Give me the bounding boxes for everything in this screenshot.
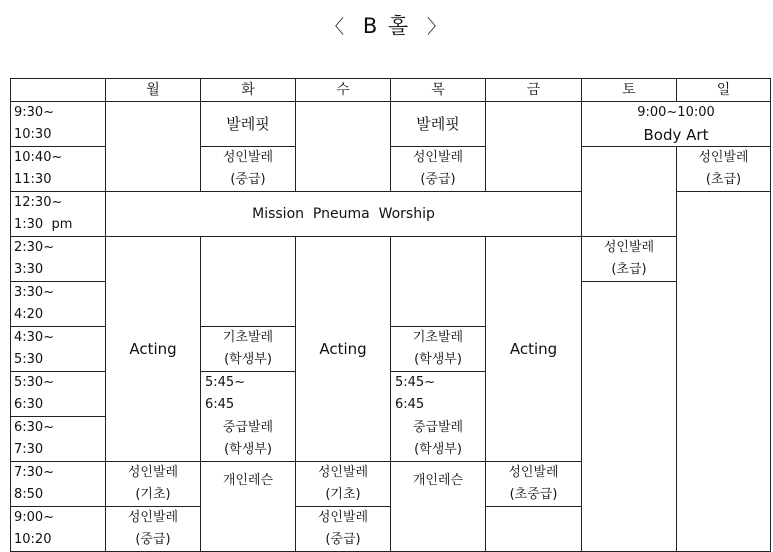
header-day-wed: 수 [296, 79, 391, 102]
class-cell: Mission Pneuma Worship [106, 192, 582, 237]
header-day-thu: 목 [391, 79, 486, 102]
class-cell: 성인발레 (초중급) [486, 462, 582, 507]
class-cell: Acting [486, 237, 582, 462]
class-cell: 5:45~ 6:45 [391, 372, 486, 417]
page-title [0, 10, 773, 40]
class-cell: Acting [106, 237, 201, 462]
class-cell: 성인발레 (중급) [296, 507, 391, 552]
table-row [11, 102, 771, 147]
time-slot: 3:30~ 4:20 [11, 282, 106, 327]
empty-cell [582, 282, 677, 552]
class-cell: 성인발레 (초급) [582, 237, 677, 282]
class-cell: Acting [296, 237, 391, 462]
class-cell: 성인발레 (기초) [296, 462, 391, 507]
time-slot: 10:40~ 11:30 [11, 147, 106, 192]
class-cell: 중급발레 (학생부) [201, 417, 296, 462]
empty-cell [106, 102, 201, 192]
header-row [11, 79, 771, 102]
class-cell: 성인발레 (중급) [201, 147, 296, 192]
class-cell: 중급발레 (학생부) [391, 417, 486, 462]
class-cell: 기초발레 (학생부) [391, 327, 486, 372]
time-slot: 12:30~ 1:30 pm [11, 192, 106, 237]
class-cell: 성인발레 (기초) [106, 462, 201, 507]
right-arrow-icon: 〉 [426, 16, 448, 38]
time-slot: 7:30~ 8:50 [11, 462, 106, 507]
class-cell: 성인발레 (중급) [106, 507, 201, 552]
class-cell: 발레핏 [201, 102, 296, 147]
time-slot: 6:30~ 7:30 [11, 417, 106, 462]
empty-cell [201, 237, 296, 327]
empty-cell [677, 192, 771, 552]
class-cell: 성인발레 (중급) [391, 147, 486, 192]
time-slot: 2:30~ 3:30 [11, 237, 106, 282]
time-slot: 5:30~ 6:30 [11, 372, 106, 417]
time-slot: 4:30~ 5:30 [11, 327, 106, 372]
time-slot: 9:30~ 10:30 [11, 102, 106, 147]
header-day-fri: 금 [486, 79, 582, 102]
class-cell: 기초발레 (학생부) [201, 327, 296, 372]
class-cell: 성인발레 (초급) [677, 147, 771, 192]
schedule-table [10, 78, 771, 552]
class-cell: 발레핏 [391, 102, 486, 147]
class-cell: 개인레슨 [391, 462, 486, 552]
empty-cell [486, 507, 582, 552]
class-cell: 5:45~ 6:45 [201, 372, 296, 417]
header-corner [11, 79, 106, 102]
header-day-sun: 일 [677, 79, 771, 102]
empty-cell [582, 147, 677, 237]
header-day-sat: 토 [582, 79, 677, 102]
empty-cell [391, 237, 486, 327]
header-day-tue: 화 [201, 79, 296, 102]
table-row [11, 237, 771, 282]
header-day-mon: 월 [106, 79, 201, 102]
empty-cell [296, 102, 391, 192]
time-slot: 9:00~ 10:20 [11, 507, 106, 552]
class-cell: 9:00~10:00 Body Art [582, 102, 771, 147]
title-text: B 홀 [362, 14, 411, 38]
empty-cell [486, 102, 582, 192]
class-cell: 개인레슨 [201, 462, 296, 552]
left-arrow-icon: 〈 [325, 16, 347, 38]
